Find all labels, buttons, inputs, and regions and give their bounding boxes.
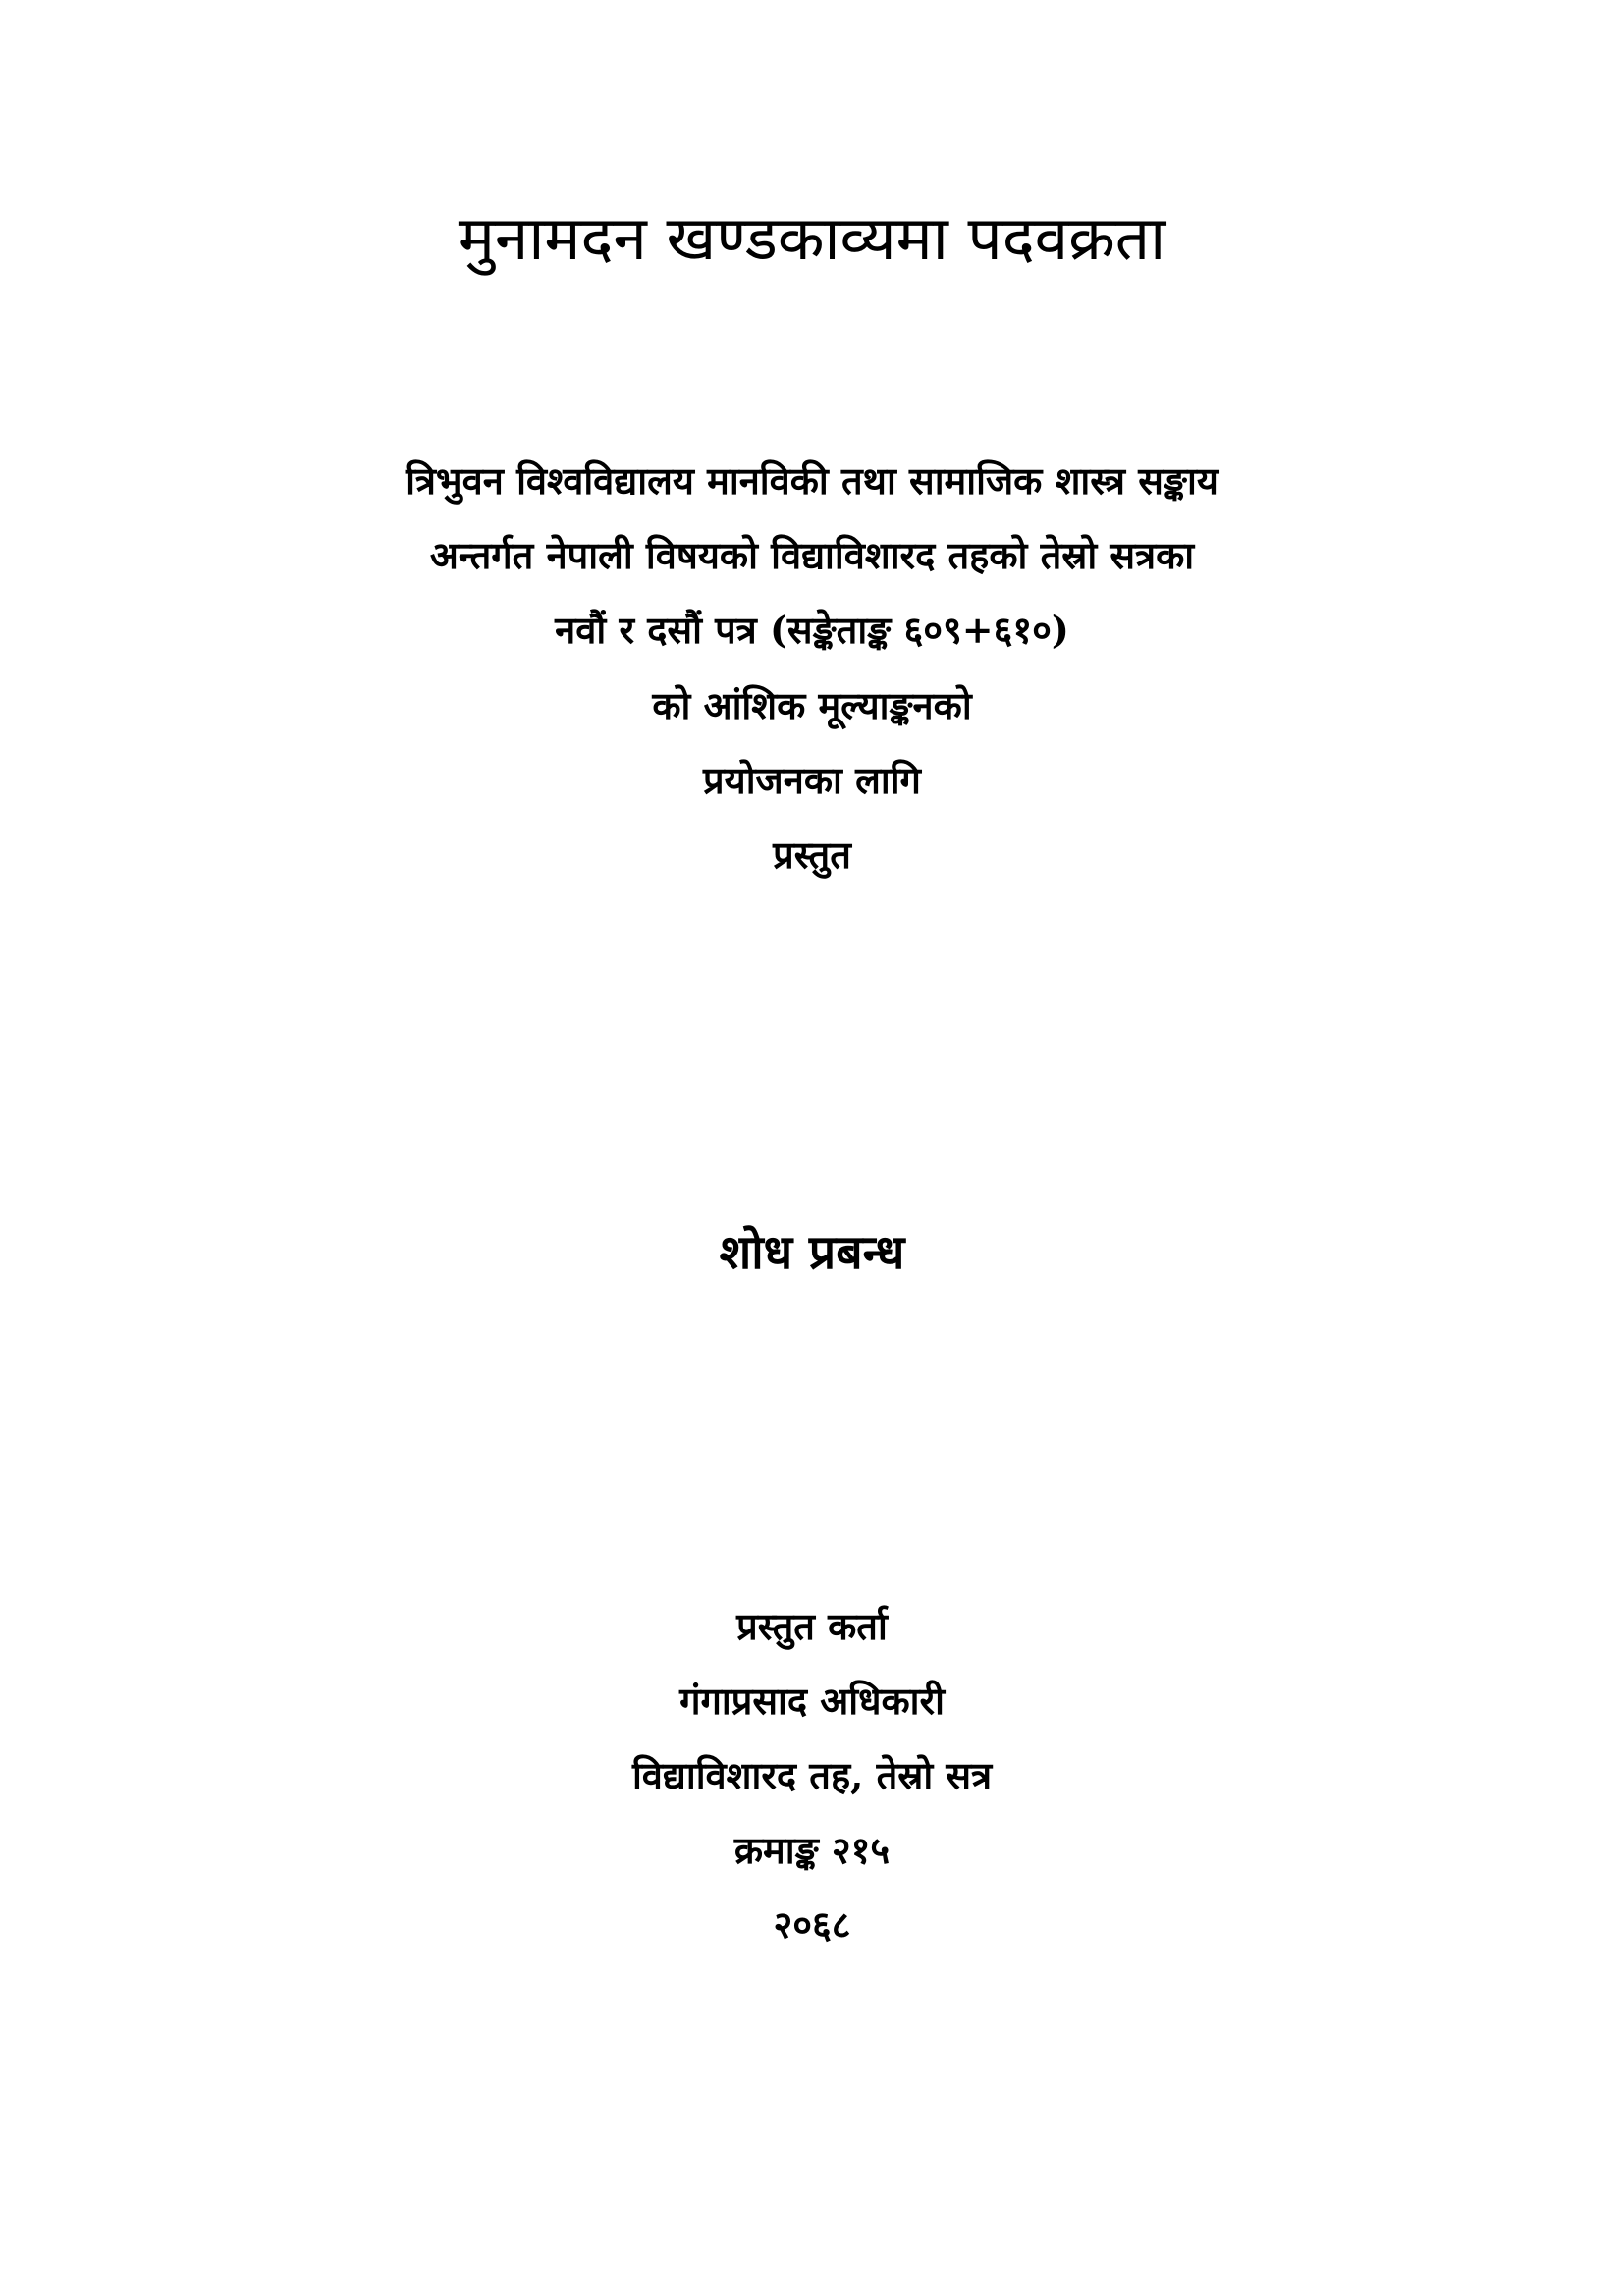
submission-line-purpose: प्रयोजनका लागि <box>703 758 921 802</box>
presented-by-label: प्रस्तुत कर्ता <box>736 1604 888 1648</box>
author-level-semester: विद्याविशारद तह, तेस्रो सत्र <box>631 1753 993 1797</box>
author-roll-number: क्रमाङ्क २१५ <box>733 1828 891 1872</box>
submission-line-university: त्रिभुवन विश्वविद्यालय मानविकी तथा सामाजिक शास्त्र सङ्काय <box>406 458 1218 503</box>
thesis-title: मुनामदन खण्डकाव्यमा पदवक्रता <box>458 202 1166 274</box>
document-type-heading: शोध प्रबन्ध <box>719 1225 905 1280</box>
submission-line-presented: प्रस्तुत <box>773 832 851 877</box>
submission-line-papers: नवौं र दसौं पत्र (सङ्केताङ्क ६०९+६१०) <box>555 608 1069 652</box>
submission-line-program: अन्तर्गत नेपाली विषयको विद्याविशारद तहको तेस्रो सत्रका <box>429 533 1195 577</box>
submission-year: २०६८ <box>773 1902 851 1947</box>
author-name: गंगाप्रसाद अधिकारी <box>679 1679 945 1723</box>
submission-line-evaluation: को आंशिक मूल्याङ्कनको <box>652 683 972 727</box>
